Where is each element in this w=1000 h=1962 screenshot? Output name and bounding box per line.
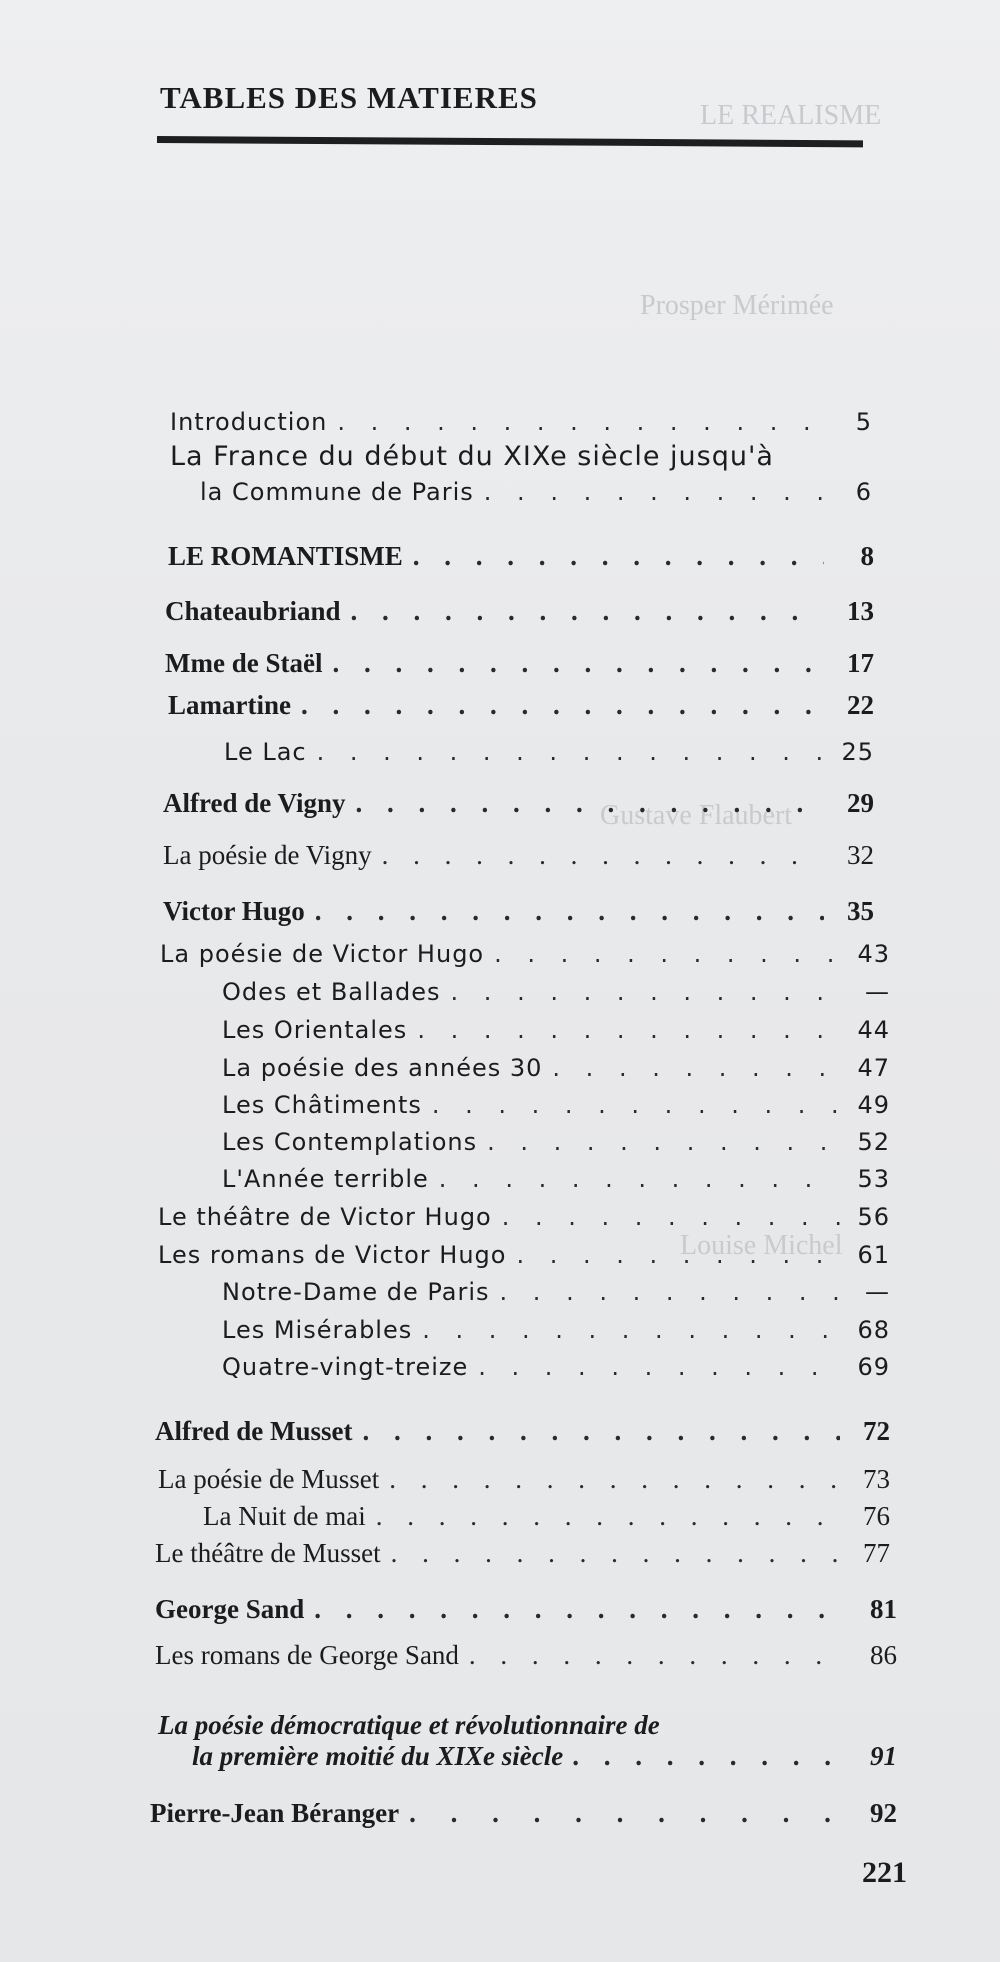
toc-entry-poesie-democratique-line1: La poésie démocratique et révolutionnaire de (158, 1710, 660, 1740)
entry-label: L'Année terrible (222, 1165, 429, 1193)
entry-label: Les Orientales (222, 1016, 408, 1044)
entry-page: — (865, 1278, 890, 1306)
entry-page: 73 (863, 1464, 890, 1494)
entry-page: 13 (847, 596, 874, 626)
toc-entry-miserables (222, 1318, 890, 1342)
entry-page: 72 (863, 1416, 890, 1446)
toc-entry-lamartine (168, 692, 874, 719)
leader-dots (484, 480, 822, 504)
toc-entry-notre-dame (222, 1280, 890, 1304)
page-number: 221 (862, 1856, 907, 1889)
entry-page: 92 (870, 1798, 897, 1828)
leader-dots (478, 1355, 840, 1379)
entry-page: — (865, 978, 890, 1006)
entry-page: 68 (857, 1316, 890, 1344)
leader-dots (332, 650, 824, 677)
entry-page: 69 (857, 1353, 890, 1381)
toc-entry-stael (165, 650, 874, 677)
toc-entry-romantisme (168, 543, 874, 570)
entry-label: La Nuit de mai (203, 1501, 366, 1531)
entry-label: Les romans de George Sand (155, 1640, 459, 1670)
toc-entry-nuit-de-mai (203, 1503, 890, 1530)
entry-page: 56 (857, 1203, 890, 1231)
toc-entry-contemplations (222, 1130, 890, 1154)
entry-page: 53 (857, 1165, 890, 1193)
entry-page: 77 (863, 1538, 890, 1568)
entry-label: George Sand (155, 1594, 305, 1624)
toc-entry-poesie-musset (158, 1466, 890, 1493)
entry-label: Le Lac (224, 738, 307, 766)
entry-page: 81 (870, 1594, 897, 1624)
toc-entry-poesie-vigny (163, 842, 874, 869)
entry-page: 52 (857, 1128, 890, 1156)
toc-entry-chateaubriand (165, 598, 874, 625)
leader-dots (439, 1167, 840, 1191)
entry-label: la Commune de Paris (200, 478, 474, 506)
entry-page: 91 (870, 1741, 897, 1771)
entry-label: Notre-Dame de Paris (222, 1278, 490, 1306)
entry-page: 47 (857, 1054, 890, 1082)
entry-label: Le théâtre de Victor Hugo (158, 1203, 492, 1231)
bleed-through: Louise Michel (680, 1230, 843, 1261)
toc-entry-chatiments (222, 1093, 890, 1117)
entry-page: 49 (857, 1091, 890, 1119)
entry-page: 17 (847, 648, 874, 678)
toc-entry-annees30 (222, 1056, 890, 1080)
entry-label: Odes et Ballades (222, 978, 441, 1006)
entry-label: Quatre-vingt-treize (222, 1353, 469, 1381)
entry-label: Les Châtiments (222, 1091, 422, 1119)
entry-label: LE ROMANTISME (168, 541, 403, 571)
entry-label: La poésie de Musset (158, 1464, 380, 1494)
entry-page: 35 (847, 896, 874, 926)
toc-entry-theatre-hugo (158, 1205, 890, 1229)
leader-dots (362, 1418, 840, 1445)
leader-dots (314, 1596, 847, 1623)
leader-dots (573, 1743, 847, 1770)
entry-label: Les Contemplations (222, 1128, 478, 1156)
leader-dots (317, 740, 824, 764)
leader-dots (389, 1466, 840, 1493)
leader-dots (351, 598, 824, 625)
entry-page: 6 (855, 478, 872, 506)
leader-dots (301, 692, 824, 719)
bleed-through: Gustave Flaubert (600, 800, 793, 831)
leader-dots (315, 898, 824, 925)
leader-dots (417, 1018, 840, 1042)
leader-dots (552, 1056, 840, 1080)
toc-entry-romans-sand (155, 1642, 897, 1669)
entry-label: Chateaubriand (165, 596, 341, 626)
entry-label: Victor Hugo (163, 896, 305, 926)
entry-label: Introduction (170, 408, 328, 436)
toc-entry-orientales (222, 1018, 890, 1042)
toc-entry-france (200, 480, 872, 504)
toc-entry-le-lac (224, 740, 874, 764)
toc-entry-introduction (170, 410, 872, 434)
entry-label: Le théâtre de Musset (155, 1538, 381, 1568)
entry-page: 86 (870, 1640, 897, 1670)
entry-page: 29 (847, 788, 874, 818)
toc-entry-annee-terrible (222, 1167, 890, 1191)
entry-page: 22 (847, 690, 874, 720)
page-title: TABLES DES MATIERES (160, 80, 538, 115)
entry-label: La poésie de Victor Hugo (160, 940, 485, 968)
entry-label: La poésie des années 30 (222, 1054, 543, 1082)
toc-entry-france-line1: La France du début du XIXe siècle jusqu'à (170, 441, 774, 472)
entry-page: 76 (863, 1501, 890, 1531)
title-underline (157, 136, 863, 147)
leader-dots (376, 1503, 840, 1530)
leader-dots (502, 1205, 840, 1229)
entry-page: 32 (847, 840, 874, 870)
leader-dots (422, 1318, 840, 1342)
toc-entry-quatre-vingt-treize (222, 1355, 890, 1379)
bleed-through: LE REALISME (700, 100, 882, 131)
entry-page: 8 (860, 541, 874, 571)
entry-page: 25 (841, 738, 874, 766)
entry-label: La poésie de Vigny (163, 840, 372, 870)
entry-label: Lamartine (168, 690, 291, 720)
entry-label: Les Misérables (222, 1316, 413, 1344)
toc-entry-romans-hugo (158, 1243, 890, 1267)
toc-entry-theatre-musset (155, 1540, 890, 1567)
leader-dots (337, 410, 822, 434)
entry-label: Alfred de Vigny (163, 788, 346, 818)
leader-dots (382, 842, 824, 869)
leader-dots (469, 1642, 847, 1669)
leader-dots (500, 1280, 840, 1304)
toc-entry-beranger (150, 1800, 897, 1827)
leader-dots (432, 1093, 840, 1117)
toc-entry-hugo (163, 898, 874, 925)
toc-entry-vigny (163, 790, 874, 817)
toc-entry-sand (155, 1596, 897, 1623)
entry-label: Les romans de Victor Hugo (158, 1241, 507, 1269)
toc-entry-odes (222, 980, 890, 1004)
entry-page: 44 (857, 1016, 890, 1044)
entry-label: Alfred de Musset (155, 1416, 353, 1446)
entry-page: 5 (855, 408, 872, 436)
entry-label: Mme de Staël (165, 648, 323, 678)
entry-label: Pierre-Jean Béranger (150, 1798, 400, 1828)
leader-dots (391, 1540, 840, 1567)
leader-dots (413, 543, 824, 570)
toc-entry-musset (155, 1418, 890, 1445)
toc-entry-poesie-hugo (160, 942, 890, 966)
toc-entry-poesie-democratique (192, 1743, 897, 1770)
leader-dots (409, 1800, 847, 1827)
entry-page: 61 (857, 1241, 890, 1269)
leader-dots (516, 1243, 840, 1267)
entry-page: 43 (857, 940, 890, 968)
entry-label: la première moitié du XIXe siècle (192, 1741, 564, 1771)
leader-dots (494, 942, 840, 966)
bleed-through: Prosper Mérimée (640, 290, 834, 321)
leader-dots (487, 1130, 840, 1154)
leader-dots (356, 790, 824, 817)
leader-dots (451, 980, 840, 1004)
